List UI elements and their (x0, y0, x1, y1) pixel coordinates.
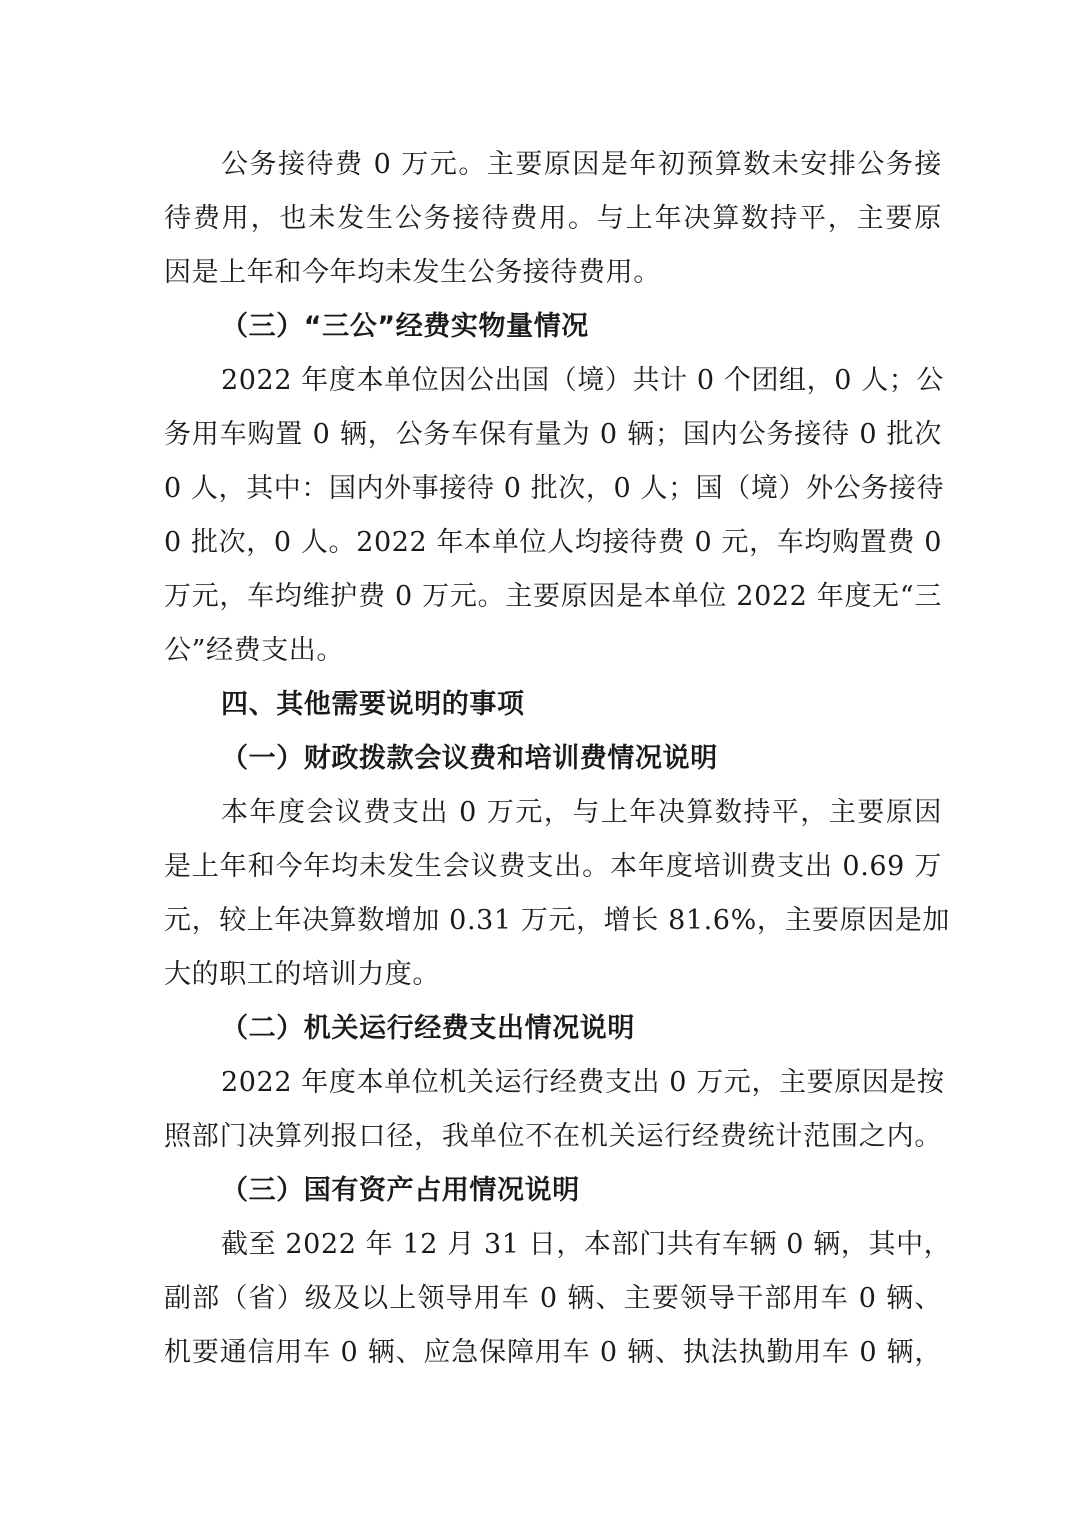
paragraph-text: 待费用，也未发生公务接待费用。与上年决算数持平，主要原 (164, 203, 942, 234)
heading-text: （三）“三公”经费实物量情况 (221, 311, 589, 342)
paragraph-line (0, 847, 1074, 887)
paragraph-line (0, 901, 1074, 941)
section-heading (0, 1171, 1074, 1211)
section-heading (0, 739, 1074, 779)
paragraph-text: 截至 2022 年 12 月 31 日，本部门共有车辆 0 辆，其中， (221, 1229, 952, 1260)
paragraph-text: 是上年和今年均未发生会议费支出。本年度培训费支出 0.69 万 (164, 851, 942, 882)
heading-text: 四、其他需要说明的事项 (221, 689, 525, 720)
paragraph-line (0, 1225, 1074, 1265)
paragraph-line (0, 253, 1074, 293)
paragraph-text: 本年度会议费支出 0 万元，与上年决算数持平，主要原因 (221, 797, 942, 828)
paragraph-line (0, 1279, 1074, 1319)
paragraph-line (0, 955, 1074, 995)
paragraph-line (0, 199, 1074, 239)
paragraph-text: 0 人，其中：国内外事接待 0 批次，0 人；国（境）外公务接待 (164, 473, 945, 504)
section-heading (0, 1009, 1074, 1049)
paragraph-line (0, 415, 1074, 455)
paragraph-line (0, 523, 1074, 563)
paragraph-line (0, 469, 1074, 509)
paragraph-text: 副部（省）级及以上领导用车 0 辆、主要领导干部用车 0 辆、 (164, 1283, 942, 1314)
paragraph-text: 万元，车均维护费 0 万元。主要原因是本单位 2022 年度无“三 (164, 581, 942, 612)
paragraph-text: 公务接待费 0 万元。主要原因是年初预算数未安排公务接 (221, 149, 942, 180)
paragraph-text: 照部门决算列报口径，我单位不在机关运行经费统计范围之内。 (164, 1121, 942, 1152)
paragraph-line (0, 361, 1074, 401)
paragraph-line (0, 793, 1074, 833)
paragraph-text: 元，较上年决算数增加 0.31 万元，增长 81.6%，主要原因是加 (164, 905, 951, 936)
heading-text: （一）财政拨款会议费和培训费情况说明 (221, 743, 718, 774)
paragraph-line (0, 1333, 1074, 1373)
paragraph-line (0, 1063, 1074, 1103)
paragraph-text: 2022 年度本单位机关运行经费支出 0 万元，主要原因是按 (221, 1067, 945, 1098)
paragraph-line (0, 145, 1074, 185)
paragraph-text: 0 批次，0 人。2022 年本单位人均接待费 0 元，车均购置费 0 (164, 527, 942, 558)
paragraph-text: 公”经费支出。 (164, 635, 345, 666)
paragraph-text: 务用车购置 0 辆，公务车保有量为 0 辆；国内公务接待 0 批次 (164, 419, 942, 450)
paragraph-line (0, 1117, 1074, 1157)
paragraph-text: 机要通信用车 0 辆、应急保障用车 0 辆、执法执勤用车 0 辆， (164, 1337, 942, 1368)
heading-text: （二）机关运行经费支出情况说明 (221, 1013, 635, 1044)
section-heading (0, 685, 1074, 725)
paragraph-line (0, 631, 1074, 671)
section-heading (0, 307, 1074, 347)
paragraph-text: 因是上年和今年均未发生公务接待费用。 (164, 257, 661, 288)
paragraph-text: 2022 年度本单位因公出国（境）共计 0 个团组，0 人；公 (221, 365, 944, 396)
paragraph-text: 大的职工的培训力度。 (164, 959, 440, 990)
heading-text: （三）国有资产占用情况说明 (221, 1175, 580, 1206)
paragraph-line (0, 577, 1074, 617)
